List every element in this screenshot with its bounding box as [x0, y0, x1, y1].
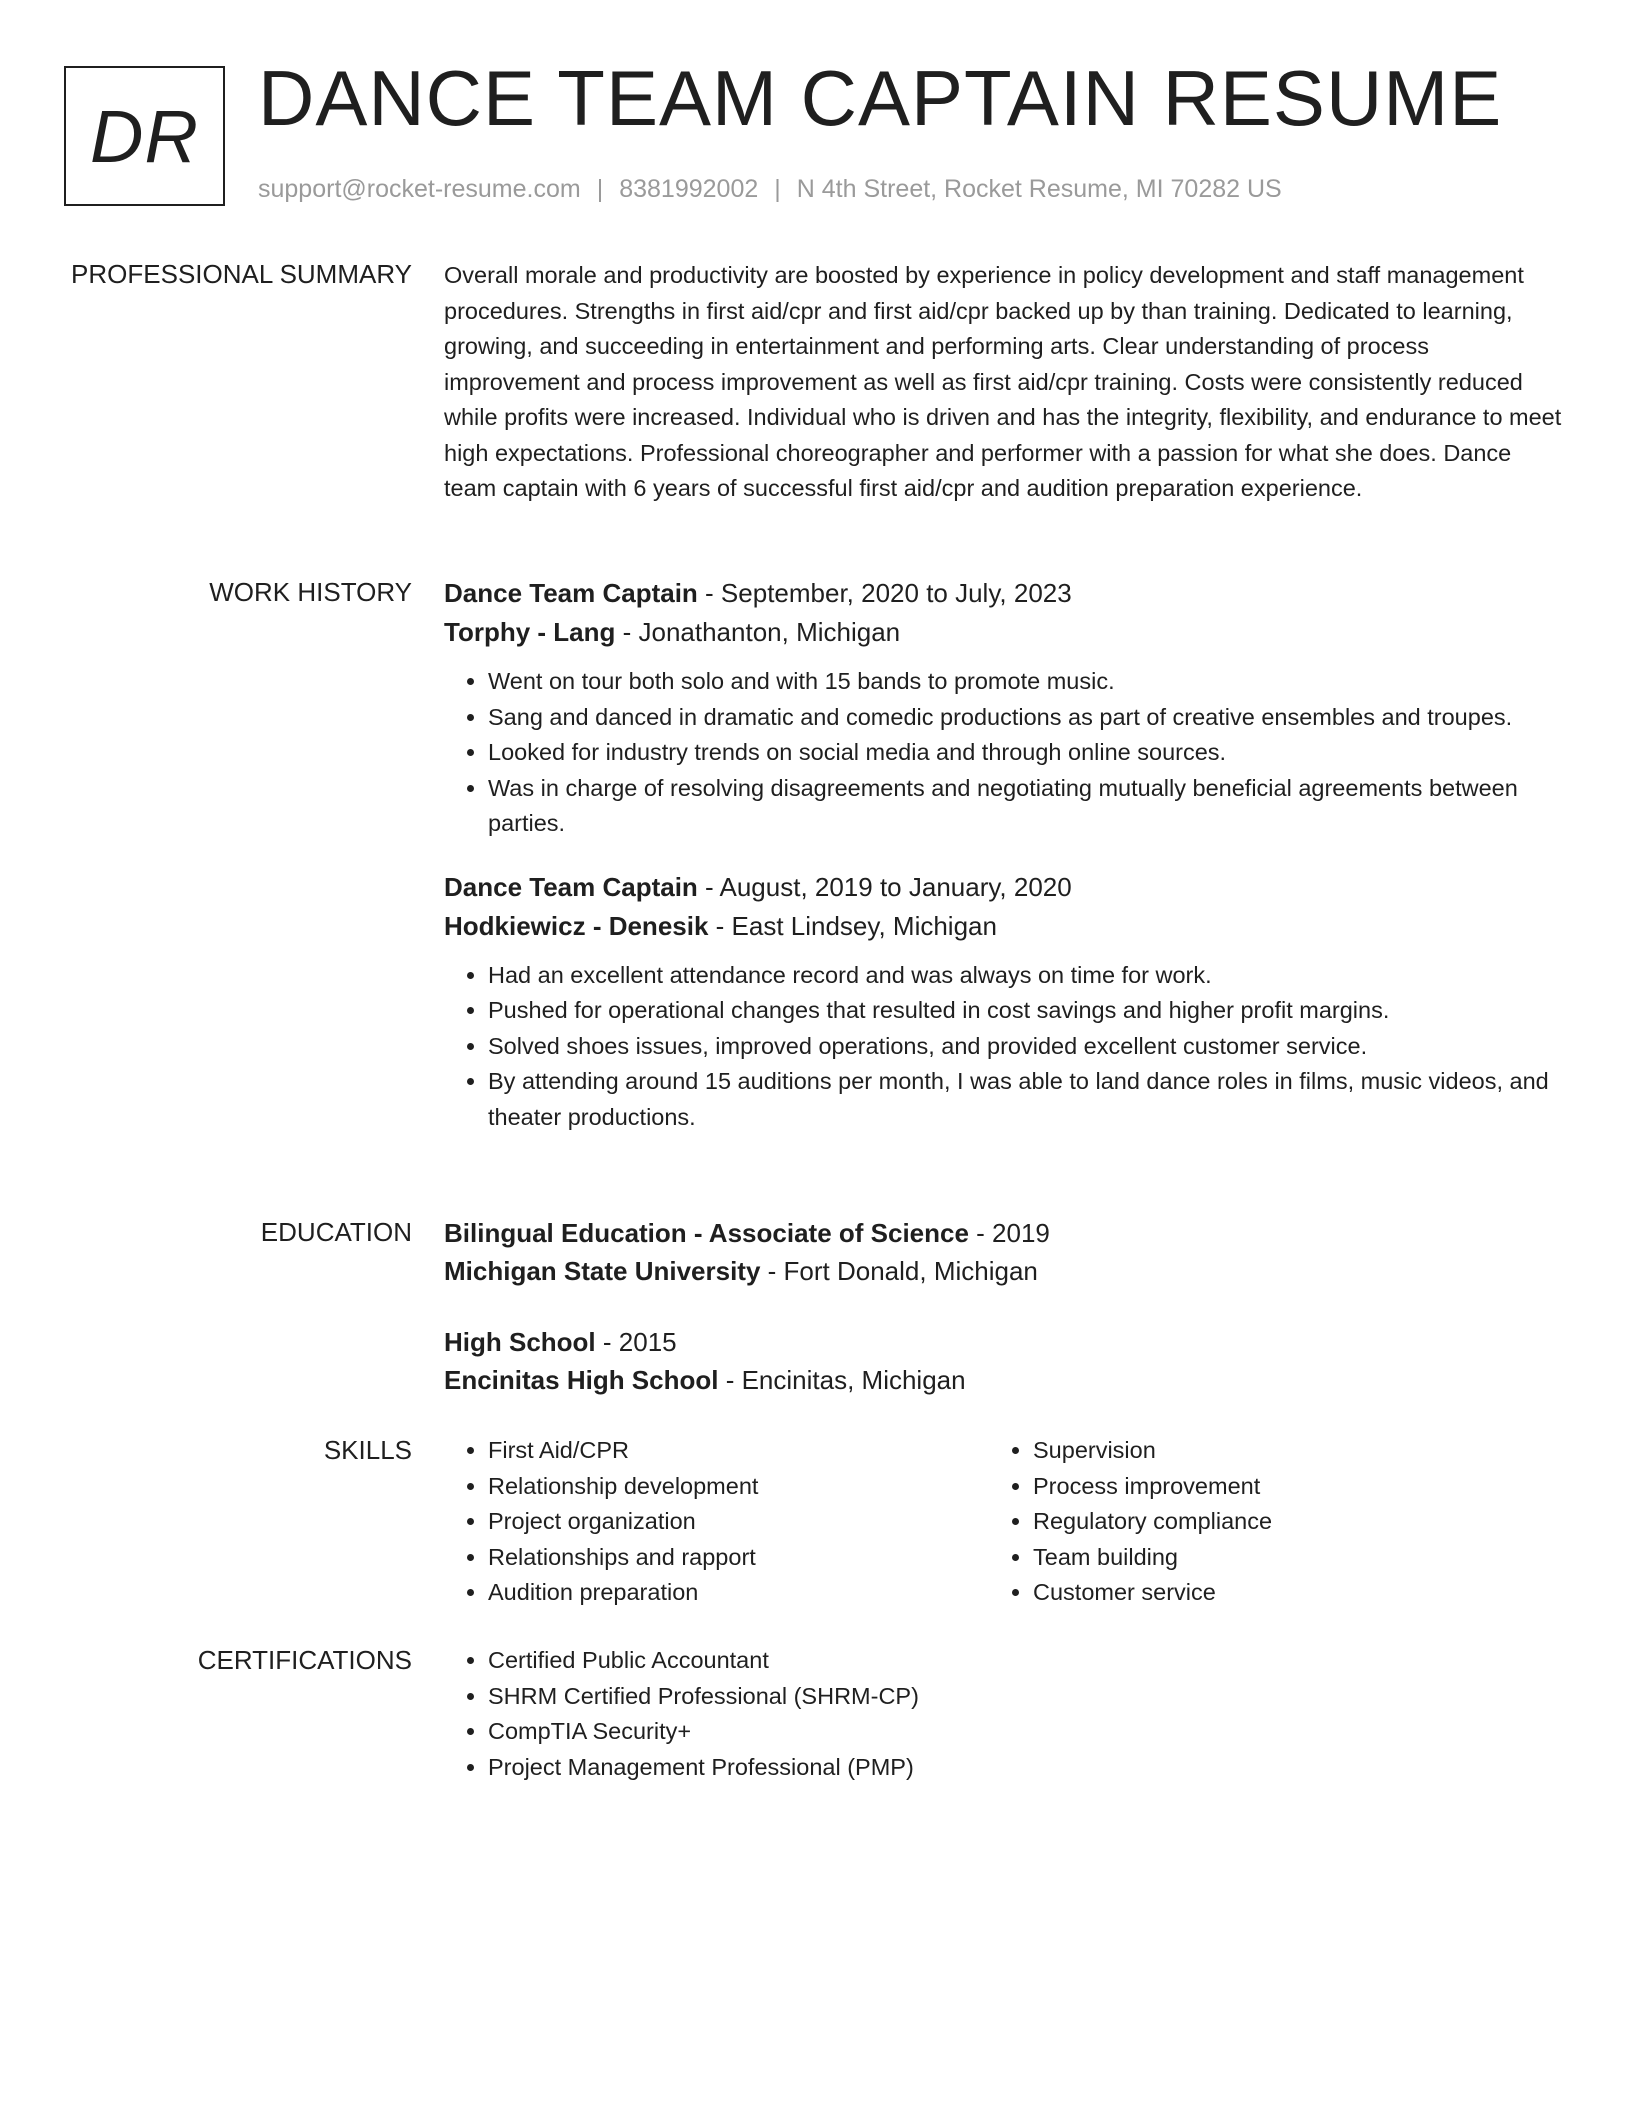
education-entry — [444, 1323, 1564, 1399]
job-title-line — [444, 868, 1564, 907]
job-bullet: • Had an excellent attendance record and was always on time for work. — [488, 958, 1564, 994]
contact-separator: | — [596, 175, 604, 203]
job-company: Torphy - Lang — [444, 617, 616, 647]
skill-item: • Project organization — [488, 1504, 988, 1540]
certification-item: • CompTIA Security+ — [488, 1714, 1564, 1750]
job-dates: - September, 2020 to July, 2023 — [697, 578, 1072, 608]
section-label-education: EDUCATION — [260, 1217, 412, 1247]
skill-item: • Relationship development — [488, 1469, 988, 1505]
job-bullet: • Sang and danced in dramatic and comedic productions as part of creative ensembles and troupes. — [488, 700, 1564, 736]
skill-item: • Regulatory compliance — [1033, 1504, 1533, 1540]
education-location: - Fort Donald, Michigan — [760, 1256, 1038, 1286]
education-degree-line — [444, 1323, 1564, 1361]
section-label-certifications: CERTIFICATIONS — [197, 1645, 412, 1675]
job-location: - East Lindsey, Michigan — [708, 910, 997, 941]
education-degree-line — [444, 1214, 1564, 1252]
section-label-summary: PROFESSIONAL SUMMARY — [71, 259, 412, 289]
education-school-line — [444, 1361, 1564, 1399]
job-title: Dance Team Captain — [444, 578, 698, 608]
job-dates: - August, 2019 to January, 2020 — [697, 871, 1072, 902]
certification-item: • Project Management Professional (PMP) — [488, 1750, 1564, 1786]
job-bullet: • Pushed for operational changes that resulted in cost savings and higher profit margins. — [488, 993, 1564, 1029]
certifications-body — [444, 1643, 1564, 1785]
skill-item: • Audition preparation — [488, 1575, 988, 1611]
certification-item: • Certified Public Accountant — [488, 1643, 1564, 1679]
job-company-line — [444, 613, 1564, 652]
contact-email: support@rocket-resume.com — [258, 175, 581, 203]
monogram-logo: DR — [64, 66, 225, 206]
contact-address: N 4th Street, Rocket Resume, MI 70282 US — [796, 175, 1282, 203]
job-title: Dance Team Captain — [444, 871, 698, 902]
summary-body — [444, 258, 1564, 507]
section-label-work: WORK HISTORY — [209, 577, 412, 607]
work-body — [444, 574, 1564, 1135]
education-year: - 2019 — [968, 1218, 1050, 1248]
job-bullets — [444, 958, 1564, 1136]
contact-line — [258, 175, 1282, 204]
skills-column-2 — [989, 1433, 1533, 1611]
contact-phone: 8381992002 — [619, 175, 759, 203]
job-bullets — [444, 664, 1564, 842]
education-location: - Encinitas, Michigan — [718, 1365, 966, 1395]
certification-list — [444, 1643, 1564, 1785]
education-degree: Bilingual Education - Associate of Science — [444, 1218, 969, 1248]
education-year: - 2015 — [595, 1327, 677, 1357]
education-school-line — [444, 1252, 1564, 1290]
job-bullet: • Solved shoes issues, improved operations, and provided excellent customer service. — [488, 1029, 1564, 1065]
skill-item: • Customer service — [1033, 1575, 1533, 1611]
contact-separator: | — [774, 175, 781, 203]
skill-item: • Team building — [1033, 1540, 1533, 1576]
education-entry — [444, 1214, 1564, 1290]
education-body — [444, 1214, 1564, 1399]
job-entry — [444, 574, 1564, 842]
skill-item: • Process improvement — [1033, 1469, 1533, 1505]
job-location: - Jonathanton, Michigan — [615, 617, 901, 647]
certification-item: • SHRM Certified Professional (SHRM-CP) — [488, 1679, 1564, 1715]
resume-title: DANCE TEAM CAPTAIN RESUME — [258, 54, 1503, 142]
skill-item: • First Aid/CPR — [488, 1433, 988, 1469]
job-bullet: • Was in charge of resolving disagreements and negotiating mutually beneficial agreements between parties. — [488, 771, 1564, 842]
skills-columns — [444, 1433, 1564, 1611]
skills-column-1 — [444, 1433, 988, 1611]
job-bullet: • Went on tour both solo and with 15 bands to promote music. — [488, 664, 1564, 700]
job-company-line — [444, 907, 1564, 946]
job-title-line — [444, 574, 1564, 613]
summary-text: Overall morale and productivity are boosted by experience in policy development and staff management procedures. Strengths in first aid/cpr and first aid/cpr backed up by than training. Dedicated to learning, growing, and succeeding in entertainment and performing arts. Clear understanding of process improvement and process improvement as well as first aid/cpr training. Costs were consistently reduced while profits were increased. Individual who is driven and has the integrity, flexibility, and endurance to meet high expectations. Professional choreographer and performer with a passion for what she does. Dance team captain with 6 years of successful first aid/cpr and audition preparation experience. — [444, 262, 1562, 501]
section-label-skills: SKILLS — [323, 1435, 412, 1465]
education-school: Encinitas High School — [444, 1365, 719, 1395]
skill-item: • Relationships and rapport — [488, 1540, 988, 1576]
job-bullet: • By attending around 15 auditions per month, I was able to land dance roles in films, music videos, and theater productions. — [488, 1064, 1564, 1135]
skill-item: • Supervision — [1033, 1433, 1533, 1469]
job-entry — [444, 868, 1564, 1136]
skills-body — [444, 1433, 1564, 1611]
job-bullet: • Looked for industry trends on social media and through online sources. — [488, 735, 1564, 771]
education-degree: High School — [444, 1327, 596, 1357]
education-school: Michigan State University — [444, 1256, 761, 1286]
job-company: Hodkiewicz - Denesik — [444, 910, 709, 941]
